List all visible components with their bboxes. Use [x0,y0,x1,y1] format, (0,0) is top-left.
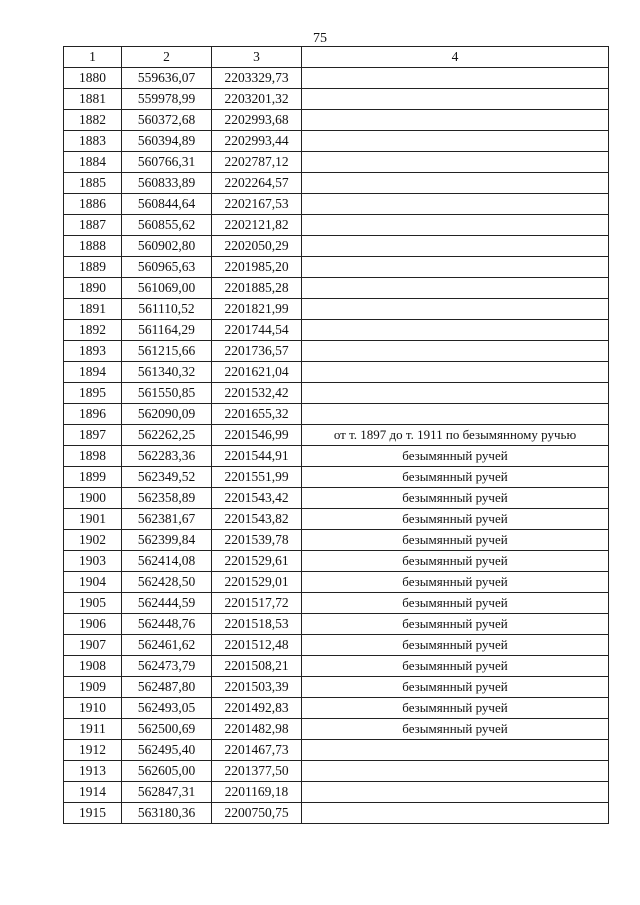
table-row [64,488,609,509]
y-coordinate-cell: 2201655,32 [212,404,302,425]
point-number-cell: 1897 [64,425,122,446]
y-coordinate-cell: 2201492,83 [212,698,302,719]
point-number-cell: 1895 [64,383,122,404]
y-coordinate-cell: 2203201,32 [212,89,302,110]
description-cell [302,383,609,404]
table-row [64,236,609,257]
x-coordinate-cell: 560372,68 [122,110,212,131]
x-coordinate-cell: 562493,05 [122,698,212,719]
table-row [64,278,609,299]
description-cell: безымянный ручей [302,488,609,509]
description-cell: безымянный ручей [302,656,609,677]
y-coordinate-cell: 2201736,57 [212,341,302,362]
x-coordinate-cell: 562444,59 [122,593,212,614]
point-number-cell: 1892 [64,320,122,341]
table-row [64,740,609,761]
x-coordinate-cell: 562381,67 [122,509,212,530]
description-cell [302,740,609,761]
table-row [64,131,609,152]
table-row [64,194,609,215]
point-number-cell: 1893 [64,341,122,362]
description-cell: от т. 1897 до т. 1911 по безымянному ручью [302,425,609,446]
column-header-y: 3 [212,47,302,68]
x-coordinate-cell: 562090,09 [122,404,212,425]
x-coordinate-cell: 560833,89 [122,173,212,194]
point-number-cell: 1905 [64,593,122,614]
table-row [64,257,609,278]
x-coordinate-cell: 562487,80 [122,677,212,698]
point-number-cell: 1909 [64,677,122,698]
y-coordinate-cell: 2201985,20 [212,257,302,278]
table-row [64,677,609,698]
x-coordinate-cell: 562448,76 [122,614,212,635]
point-number-cell: 1902 [64,530,122,551]
description-cell: безымянный ручей [302,446,609,467]
point-number-cell: 1887 [64,215,122,236]
table-row [64,215,609,236]
description-cell [302,341,609,362]
y-coordinate-cell: 2201744,54 [212,320,302,341]
description-cell [302,404,609,425]
x-coordinate-cell: 562473,79 [122,656,212,677]
x-coordinate-cell: 560766,31 [122,152,212,173]
y-coordinate-cell: 2202167,53 [212,194,302,215]
x-coordinate-cell: 563180,36 [122,803,212,824]
y-coordinate-cell: 2201169,18 [212,782,302,803]
point-number-cell: 1901 [64,509,122,530]
x-coordinate-cell: 561340,32 [122,362,212,383]
x-coordinate-cell: 559636,07 [122,68,212,89]
x-coordinate-cell: 562500,69 [122,719,212,740]
x-coordinate-cell: 562399,84 [122,530,212,551]
x-coordinate-cell: 562605,00 [122,761,212,782]
description-cell [302,803,609,824]
point-number-cell: 1886 [64,194,122,215]
table-row [64,719,609,740]
table-row [64,362,609,383]
x-coordinate-cell: 562358,89 [122,488,212,509]
x-coordinate-cell: 561164,29 [122,320,212,341]
y-coordinate-cell: 2201512,48 [212,635,302,656]
page-number: 75 [313,31,327,46]
x-coordinate-cell: 560902,80 [122,236,212,257]
y-coordinate-cell: 2201482,98 [212,719,302,740]
point-number-cell: 1884 [64,152,122,173]
table-row [64,68,609,89]
table-row [64,593,609,614]
y-coordinate-cell: 2201467,73 [212,740,302,761]
table-row [64,761,609,782]
point-number-cell: 1885 [64,173,122,194]
y-coordinate-cell: 2202121,82 [212,215,302,236]
coordinates-table [63,46,609,824]
table-row [64,89,609,110]
point-number-cell: 1915 [64,803,122,824]
y-coordinate-cell: 2202264,57 [212,173,302,194]
table-row [64,320,609,341]
y-coordinate-cell: 2201529,01 [212,572,302,593]
y-coordinate-cell: 2201529,61 [212,551,302,572]
y-coordinate-cell: 2201621,04 [212,362,302,383]
point-number-cell: 1889 [64,257,122,278]
description-cell [302,320,609,341]
description-cell [302,152,609,173]
column-header-point: 1 [64,47,122,68]
description-cell [302,782,609,803]
description-cell [302,131,609,152]
description-cell: безымянный ручей [302,572,609,593]
column-header-description: 4 [302,47,609,68]
description-cell: безымянный ручей [302,467,609,488]
point-number-cell: 1891 [64,299,122,320]
x-coordinate-cell: 562461,62 [122,635,212,656]
description-cell: безымянный ручей [302,698,609,719]
x-coordinate-cell: 562495,40 [122,740,212,761]
x-coordinate-cell: 560394,89 [122,131,212,152]
point-number-cell: 1903 [64,551,122,572]
table-row [64,446,609,467]
description-cell [302,299,609,320]
x-coordinate-cell: 562414,08 [122,551,212,572]
y-coordinate-cell: 2202050,29 [212,236,302,257]
point-number-cell: 1908 [64,656,122,677]
table-row [64,110,609,131]
table-row [64,467,609,488]
description-cell: безымянный ручей [302,719,609,740]
y-coordinate-cell: 2203329,73 [212,68,302,89]
table-row [64,551,609,572]
point-number-cell: 1912 [64,740,122,761]
y-coordinate-cell: 2200750,75 [212,803,302,824]
description-cell [302,761,609,782]
column-header-x: 2 [122,47,212,68]
table-row [64,404,609,425]
y-coordinate-cell: 2201517,72 [212,593,302,614]
point-number-cell: 1914 [64,782,122,803]
x-coordinate-cell: 561110,52 [122,299,212,320]
table-header-row [64,47,609,68]
table-row [64,152,609,173]
y-coordinate-cell: 2201377,50 [212,761,302,782]
description-cell [302,89,609,110]
table-row [64,698,609,719]
point-number-cell: 1904 [64,572,122,593]
point-number-cell: 1888 [64,236,122,257]
x-coordinate-cell: 560965,63 [122,257,212,278]
x-coordinate-cell: 562349,52 [122,467,212,488]
description-cell [302,257,609,278]
x-coordinate-cell: 562847,31 [122,782,212,803]
y-coordinate-cell: 2201821,99 [212,299,302,320]
x-coordinate-cell: 560855,62 [122,215,212,236]
point-number-cell: 1899 [64,467,122,488]
description-cell: безымянный ручей [302,551,609,572]
point-number-cell: 1882 [64,110,122,131]
point-number-cell: 1894 [64,362,122,383]
table-row [64,299,609,320]
table-row [64,782,609,803]
description-cell [302,215,609,236]
description-cell: безымянный ручей [302,593,609,614]
description-cell [302,362,609,383]
table-row [64,173,609,194]
point-number-cell: 1906 [64,614,122,635]
y-coordinate-cell: 2202993,44 [212,131,302,152]
table-row [64,656,609,677]
x-coordinate-cell: 562428,50 [122,572,212,593]
point-number-cell: 1896 [64,404,122,425]
table-row [64,425,609,446]
y-coordinate-cell: 2201551,99 [212,467,302,488]
point-number-cell: 1907 [64,635,122,656]
description-cell [302,236,609,257]
table-row [64,341,609,362]
description-cell: безымянный ручей [302,677,609,698]
description-cell [302,68,609,89]
point-number-cell: 1911 [64,719,122,740]
point-number-cell: 1913 [64,761,122,782]
y-coordinate-cell: 2201503,39 [212,677,302,698]
table-row [64,509,609,530]
description-cell [302,194,609,215]
y-coordinate-cell: 2201539,78 [212,530,302,551]
y-coordinate-cell: 2201543,42 [212,488,302,509]
y-coordinate-cell: 2201532,42 [212,383,302,404]
x-coordinate-cell: 559978,99 [122,89,212,110]
point-number-cell: 1880 [64,68,122,89]
y-coordinate-cell: 2201885,28 [212,278,302,299]
x-coordinate-cell: 561069,00 [122,278,212,299]
point-number-cell: 1910 [64,698,122,719]
y-coordinate-cell: 2202993,68 [212,110,302,131]
table-row [64,572,609,593]
x-coordinate-cell: 561215,66 [122,341,212,362]
table-row [64,803,609,824]
table-row [64,635,609,656]
description-cell [302,110,609,131]
point-number-cell: 1881 [64,89,122,110]
x-coordinate-cell: 561550,85 [122,383,212,404]
x-coordinate-cell: 562283,36 [122,446,212,467]
y-coordinate-cell: 2201544,91 [212,446,302,467]
x-coordinate-cell: 562262,25 [122,425,212,446]
y-coordinate-cell: 2201546,99 [212,425,302,446]
description-cell: безымянный ручей [302,635,609,656]
table-row [64,383,609,404]
y-coordinate-cell: 2201518,53 [212,614,302,635]
description-cell [302,173,609,194]
description-cell: безымянный ручей [302,530,609,551]
description-cell: безымянный ручей [302,509,609,530]
description-cell [302,278,609,299]
table-body [64,68,609,824]
y-coordinate-cell: 2202787,12 [212,152,302,173]
x-coordinate-cell: 560844,64 [122,194,212,215]
point-number-cell: 1898 [64,446,122,467]
y-coordinate-cell: 2201508,21 [212,656,302,677]
table-row [64,530,609,551]
point-number-cell: 1890 [64,278,122,299]
description-cell: безымянный ручей [302,614,609,635]
table-row [64,614,609,635]
y-coordinate-cell: 2201543,82 [212,509,302,530]
point-number-cell: 1900 [64,488,122,509]
point-number-cell: 1883 [64,131,122,152]
